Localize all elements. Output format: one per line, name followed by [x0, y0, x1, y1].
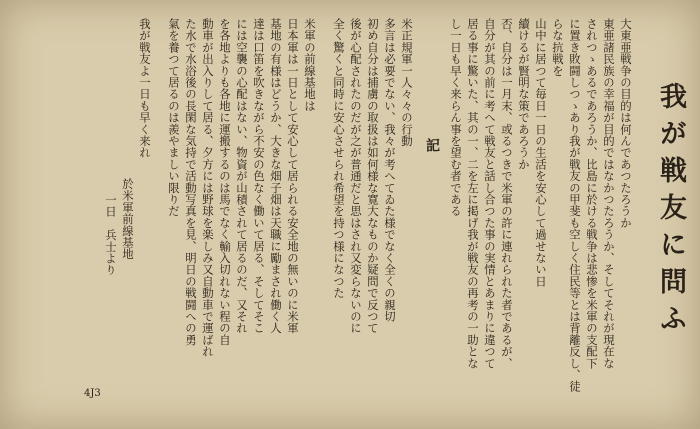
body-line-6: 米軍の前線基地は [303, 18, 317, 112]
body-line-14: 氣を養つて居るのは羨やましい限りだ [167, 18, 181, 217]
page-number: 4J3 [84, 388, 101, 399]
body-line-10: には空襲の心配はない、物資が山積されて居るのだ、又それ [235, 18, 249, 334]
signature-from: 一日 兵士より [104, 194, 118, 276]
body-line-12: 動車が出入りして居る、夕方には野球を楽しみ又自動車で運ばれ [201, 18, 215, 358]
body-line-9: 達は口笛を吹きながら不安の色なく働いて居る、そしてそこ [252, 18, 266, 334]
body-line-11: を各地よりも各地に運搬するのは馬でなく輸入切れない程の自 [218, 18, 232, 346]
intro-line-7: 否、自分は一月末、或るつきで米軍の許に連れられた者であるが、 [500, 18, 514, 369]
vertical-text-page [70, 18, 690, 398]
intro-line-8: 自分が其の前に考へて戦友と話し合つた事の実情とあまりに違つて [483, 18, 497, 369]
intro-line-1: 大東亜戦争の目的は何んであつたろうか [619, 18, 633, 229]
intro-line-2: 東亜諸民族の幸福が目的ではなかつたろうか、そしてそれが現在な [602, 18, 616, 369]
intro-line-6: 續けるが賢明な策であろうか [517, 18, 531, 171]
signature-place: 於米軍前線基地 [121, 178, 135, 260]
body-line-1: 米正規軍一人々々の行動 [400, 18, 414, 147]
body-line-4: 後が心配されたのだが之が普通だと思はされ又変らないのに [349, 18, 363, 334]
body-line-15: 我が戦友よ一日も早く来れ [138, 18, 152, 159]
intro-line-3: されつゝあるであろうか、比島に於ける戦争は悲惨を米軍の支配下 [585, 18, 599, 369]
body-line-8: 基地の有様はどうか、大きな畑子畑は天職に勵まされ働く人 [269, 18, 283, 334]
intro-line-5: 山中に居つて毎日一日の生活を安心して過せない日 [534, 18, 548, 288]
section-mark-ki: 記 [424, 138, 440, 153]
leaflet-title: 我が戦友に問ふ [655, 82, 686, 341]
intro-line-9: 居る事に驚いた、其の一、二を左に掲げ我が戦友の再考の一助とな [466, 18, 480, 369]
body-line-2: 多言は必要でない、我々が考へてゐた様でなく全くの親切 [383, 18, 397, 323]
intro-line-4: に置き敗闘しつゝあり我が戦友の甲斐も空しく住民等とは背離反し、徒らな抗戦を [551, 18, 582, 393]
body-line-13: た水で水浴後の長閑な気持で活動写真を見、明日の戦闘への勇 [184, 18, 198, 346]
body-line-7: 日本軍は一日として安心して居られる安全地の無いのに米軍 [286, 18, 300, 334]
body-line-5: 全く驚くと同時に安心させられ希望を持つ様になつた [332, 18, 346, 299]
intro-line-10: し一日も早く来らん事を望む者である [449, 18, 463, 217]
body-line-3: 初め自分は捕虜の取扱は如何様な寛大なものか疑問で反つて [366, 18, 380, 334]
